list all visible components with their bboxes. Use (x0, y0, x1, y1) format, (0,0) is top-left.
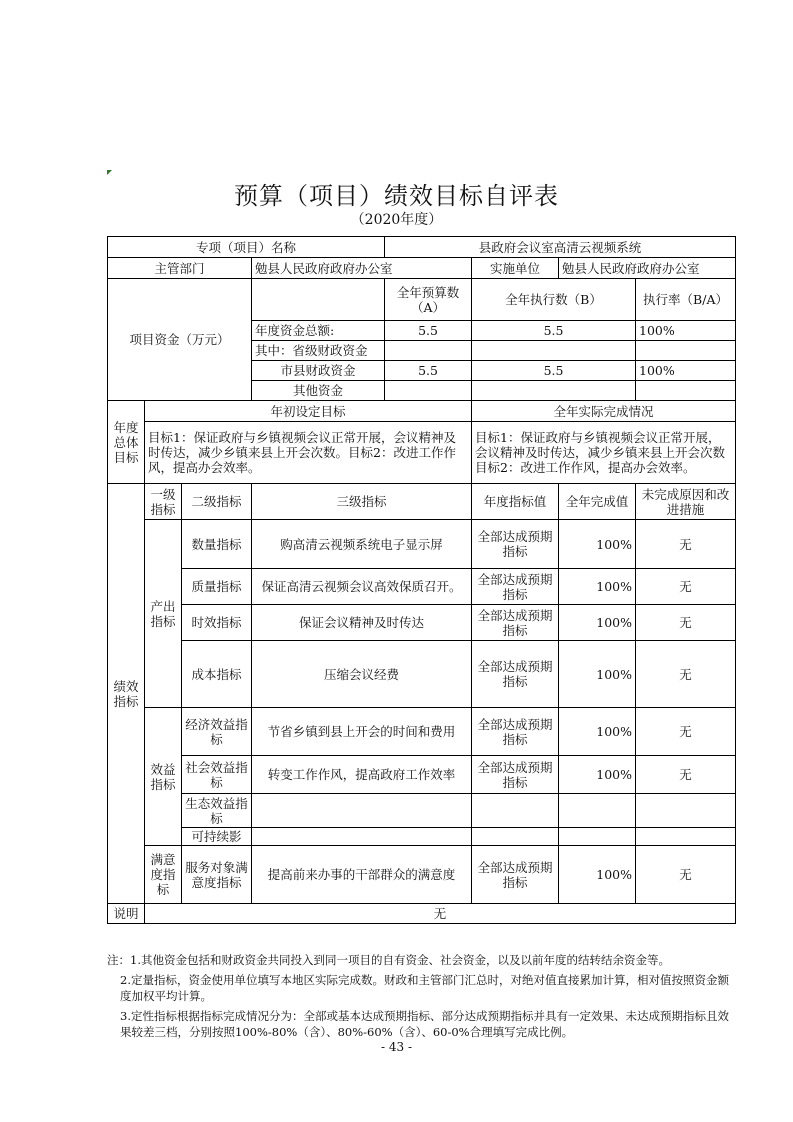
indicator-reason: 无 (636, 605, 736, 641)
funds-row-rate: 100% (636, 321, 736, 341)
indicator-l3: 节省乡镇到县上开会的时间和费用 (252, 708, 472, 756)
indicator-done: 100% (559, 520, 636, 569)
indicator-done: 100% (559, 641, 636, 708)
indicator-l3 (252, 794, 472, 828)
goals-set-header: 年初设定目标 (145, 401, 472, 422)
project-name-label: 专项（项目）名称 (108, 237, 385, 258)
indicator-reason: 无 (636, 708, 736, 756)
funds-row-budget: 5.5 (385, 321, 472, 341)
header-level3: 三级指标 (252, 484, 472, 520)
funds-row-label: 其他资金 (252, 381, 385, 401)
indicator-target: 全部达成预期指标 (472, 520, 559, 569)
indicator-l2: 数量指标 (182, 520, 252, 569)
impl-unit-label: 实施单位 (472, 258, 559, 279)
indicator-l2: 生态效益指标 (182, 794, 252, 828)
funds-row-exec: 5.5 (472, 321, 636, 341)
indicator-l2: 服务对象满意度指标 (182, 846, 252, 904)
indicators-label: 绩效指标 (108, 484, 145, 904)
indicator-target (472, 828, 559, 846)
annual-goals-label: 年度总体目标 (108, 401, 145, 484)
indicator-target: 全部达成预期指标 (472, 708, 559, 756)
indicator-done (559, 828, 636, 846)
indicator-l2: 成本指标 (182, 641, 252, 708)
dept-label: 主管部门 (108, 258, 252, 279)
indicator-l2: 经济效益指标 (182, 708, 252, 756)
funds-row-exec (472, 341, 636, 361)
group-satisfaction: 满意度指标 (145, 846, 182, 904)
page-subtitle: （2020年度） (350, 212, 443, 228)
footnote-1: 注：1.其他资金包括和财政资金共同投入到同一项目的自有资金、社会资金，以及以前年度的结转结余资金等。 (107, 953, 670, 967)
group-output: 产出指标 (145, 520, 182, 708)
footnote-2: 2.定量指标，资金使用单位填写本地区实际完成数。财政和主管部门汇总时，对绝对值直接累加计算，相对值按照资金额度加权平均计算。 (120, 973, 729, 1003)
indicator-reason (636, 794, 736, 828)
indicator-target: 全部达成预期指标 (472, 605, 559, 641)
indicator-done: 100% (559, 569, 636, 605)
group-benefit: 效益指标 (145, 708, 182, 846)
funds-row-rate: 100% (636, 361, 736, 381)
indicator-target: 全部达成预期指标 (472, 569, 559, 605)
evaluation-table (107, 236, 736, 924)
indicator-done (559, 794, 636, 828)
footnote-3: 3.定性指标根据指标完成情况分为：全部或基本达成预期指标、部分达成预期指标并具有一定效果、未达成预期指标且效果较差三档，分别按照100%-80%（含）、80%-60%（含）、60-0%合理填写完成比例。 (120, 1009, 729, 1039)
goals-set-text: 目标1：保证政府与乡镇视频会议正常开展，会议精神及时传达，减少乡镇来县上开会次数。目标2：改进工作作风，提高办会效率。 (145, 422, 472, 484)
indicator-l3: 保证会议精神及时传达 (252, 605, 472, 641)
indicator-reason (636, 828, 736, 846)
indicator-l3: 压缩会议经费 (252, 641, 472, 708)
header-level2: 二级指标 (182, 484, 252, 520)
funds-row-label: 年度资金总额: (252, 321, 385, 341)
funds-col-budget: 全年预算数（A） (385, 279, 472, 321)
indicator-reason: 无 (636, 641, 736, 708)
funds-row-budget (385, 381, 472, 401)
indicator-done: 100% (559, 846, 636, 904)
remark-label: 说明 (108, 904, 145, 924)
goals-done-header: 全年实际完成情况 (472, 401, 736, 422)
funds-label: 项目资金（万元） (108, 279, 252, 401)
impl-unit-value: 勉县人民政府政府办公室 (559, 258, 736, 279)
header-target: 年度指标值 (472, 484, 559, 520)
funds-row-label: 市县财政资金 (252, 361, 385, 381)
footnotes (107, 952, 735, 1044)
page-title: 预算（项目）绩效目标自评表 (234, 182, 559, 210)
indicator-l2: 社会效益指标 (182, 756, 252, 794)
funds-row-rate (636, 341, 736, 361)
header-level1: 一级指标 (145, 484, 182, 520)
funds-row-budget (385, 341, 472, 361)
header-reason: 未完成原因和改进措施 (636, 484, 736, 520)
funds-row-exec (472, 381, 636, 401)
indicator-l3 (252, 828, 472, 846)
goals-done-text: 目标1：保证政府与乡镇视频会议正常开展，会议精神及时传达，减少乡镇来县上开会次数目标2：改进工作作风，提高办会效率。 (472, 422, 736, 484)
indicator-target: 全部达成预期指标 (472, 641, 559, 708)
indicator-l2: 质量指标 (182, 569, 252, 605)
indicator-reason: 无 (636, 520, 736, 569)
page-number: - 43 - (380, 1040, 412, 1054)
funds-row-exec: 5.5 (472, 361, 636, 381)
indicator-l2: 可持续影 (182, 828, 252, 846)
corner-mark (107, 170, 112, 175)
indicator-l2: 时效指标 (182, 605, 252, 641)
indicator-target (472, 794, 559, 828)
funds-row-label: 其中：省级财政资金 (252, 341, 385, 361)
indicator-l3: 购高清云视频系统电子显示屏 (252, 520, 472, 569)
funds-col-rate: 执行率（B/A） (636, 279, 736, 321)
funds-row-budget: 5.5 (385, 361, 472, 381)
indicator-target: 全部达成预期指标 (472, 846, 559, 904)
dept-value: 勉县人民政府政府办公室 (252, 258, 472, 279)
indicator-target: 全部达成预期指标 (472, 756, 559, 794)
indicator-done: 100% (559, 605, 636, 641)
indicator-reason: 无 (636, 756, 736, 794)
funds-header-blank (252, 279, 385, 321)
indicator-reason: 无 (636, 569, 736, 605)
indicator-done: 100% (559, 708, 636, 756)
indicator-l3: 保证高清云视频会议高效保质召开。 (252, 569, 472, 605)
header-done: 全年完成值 (559, 484, 636, 520)
indicator-done: 100% (559, 756, 636, 794)
indicator-reason: 无 (636, 846, 736, 904)
funds-col-exec: 全年执行数（B） (472, 279, 636, 321)
project-name-value: 县政府会议室高清云视频系统 (385, 237, 736, 258)
remark-value: 无 (145, 904, 736, 924)
funds-row-rate (636, 381, 736, 401)
indicator-l3: 提高前来办事的干部群众的满意度 (252, 846, 472, 904)
indicator-l3: 转变工作作风，提高政府工作效率 (252, 756, 472, 794)
